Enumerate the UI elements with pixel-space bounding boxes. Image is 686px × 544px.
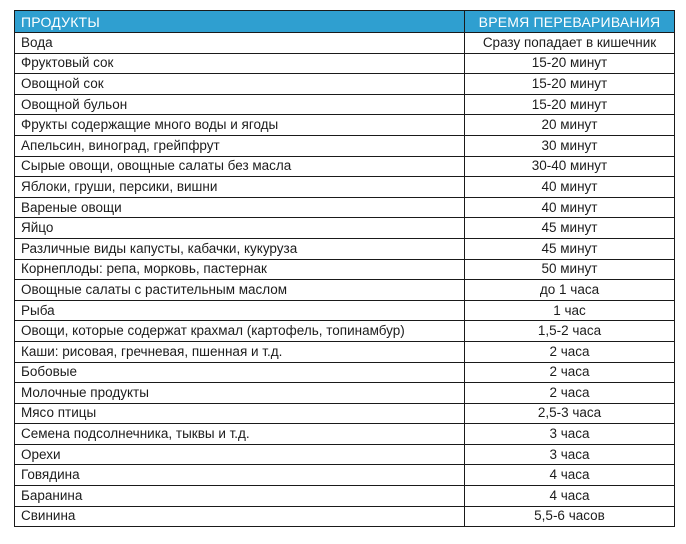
digestion-time-cell: 20 минут (465, 115, 675, 136)
table-row (15, 321, 675, 342)
table-row (15, 300, 675, 321)
table-row (15, 506, 675, 527)
digestion-time-cell: 2 часа (465, 383, 675, 404)
table-row (15, 74, 675, 95)
digestion-time-cell: 5,5-6 часов (465, 506, 675, 527)
product-cell: Каши: рисовая, гречневая, пшенная и т.д. (15, 341, 465, 362)
product-cell: Орехи (15, 444, 465, 465)
header-row (15, 11, 675, 33)
digestion-time-cell: 15-20 минут (465, 74, 675, 95)
product-cell: Вода (15, 33, 465, 54)
digestion-time-cell: 50 минут (465, 259, 675, 280)
digestion-time-cell: Сразу попадает в кишечник (465, 33, 675, 54)
digestion-time-cell: 15-20 минут (465, 94, 675, 115)
digestion-time-cell: 1,5-2 часа (465, 321, 675, 342)
table-row (15, 486, 675, 507)
product-cell: Свинина (15, 506, 465, 527)
table-row (15, 424, 675, 445)
product-cell: Апельсин, виноград, грейпфрут (15, 135, 465, 156)
table-row (15, 383, 675, 404)
table-row (15, 135, 675, 156)
table-row (15, 156, 675, 177)
table-row (15, 33, 675, 54)
digestion-time-cell: 3 часа (465, 444, 675, 465)
product-cell: Различные виды капусты, кабачки, кукуруза (15, 238, 465, 259)
table-row (15, 53, 675, 74)
product-cell: Корнеплоды: репа, морковь, пастернак (15, 259, 465, 280)
digestion-time-cell: 40 минут (465, 177, 675, 198)
table-row (15, 115, 675, 136)
table-body (15, 33, 675, 527)
table-row (15, 259, 675, 280)
table-row (15, 94, 675, 115)
product-cell: Яблоки, груши, персики, вишни (15, 177, 465, 198)
digestion-time-cell: 45 минут (465, 218, 675, 239)
table-row (15, 197, 675, 218)
digestion-time-cell: 30 минут (465, 135, 675, 156)
table-row (15, 444, 675, 465)
product-cell: Рыба (15, 300, 465, 321)
product-cell: Мясо птицы (15, 403, 465, 424)
table-row (15, 341, 675, 362)
product-cell: Бобовые (15, 362, 465, 383)
product-cell: Сырые овощи, овощные салаты без масла (15, 156, 465, 177)
digestion-time-cell: 2,5-3 часа (465, 403, 675, 424)
digestion-time-cell: 2 часа (465, 362, 675, 383)
digestion-time-cell: 30-40 минут (465, 156, 675, 177)
table-row (15, 280, 675, 301)
product-cell: Фрукты содержащие много воды и ягоды (15, 115, 465, 136)
digestion-time-cell: 1 час (465, 300, 675, 321)
product-cell: Фруктовый сок (15, 53, 465, 74)
table-row (15, 238, 675, 259)
digestion-time-cell: 3 часа (465, 424, 675, 445)
product-cell: Овощи, которые содержат крахмал (картофель, топинамбур) (15, 321, 465, 342)
digestion-time-cell: 40 минут (465, 197, 675, 218)
digestion-time-table (14, 10, 675, 527)
digestion-time-cell: 15-20 минут (465, 53, 675, 74)
product-cell: Говядина (15, 465, 465, 486)
digestion-time-cell: 2 часа (465, 341, 675, 362)
digestion-time-cell: 4 часа (465, 465, 675, 486)
product-cell: Овощной сок (15, 74, 465, 95)
table-row (15, 465, 675, 486)
header-digestion-time: ВРЕМЯ ПЕРЕВАРИВАНИЯ (465, 11, 675, 33)
table-header (15, 11, 675, 33)
product-cell: Яйцо (15, 218, 465, 239)
product-cell: Вареные овощи (15, 197, 465, 218)
table-row (15, 403, 675, 424)
product-cell: Овощной бульон (15, 94, 465, 115)
product-cell: Баранина (15, 486, 465, 507)
product-cell: Семена подсолнечника, тыквы и т.д. (15, 424, 465, 445)
table-row (15, 177, 675, 198)
header-products: ПРОДУКТЫ (15, 11, 465, 33)
table-row (15, 362, 675, 383)
digestion-table-container (14, 10, 674, 527)
product-cell: Молочные продукты (15, 383, 465, 404)
digestion-time-cell: 4 часа (465, 486, 675, 507)
digestion-time-cell: до 1 часа (465, 280, 675, 301)
product-cell: Овощные салаты с растительным маслом (15, 280, 465, 301)
table-row (15, 218, 675, 239)
digestion-time-cell: 45 минут (465, 238, 675, 259)
